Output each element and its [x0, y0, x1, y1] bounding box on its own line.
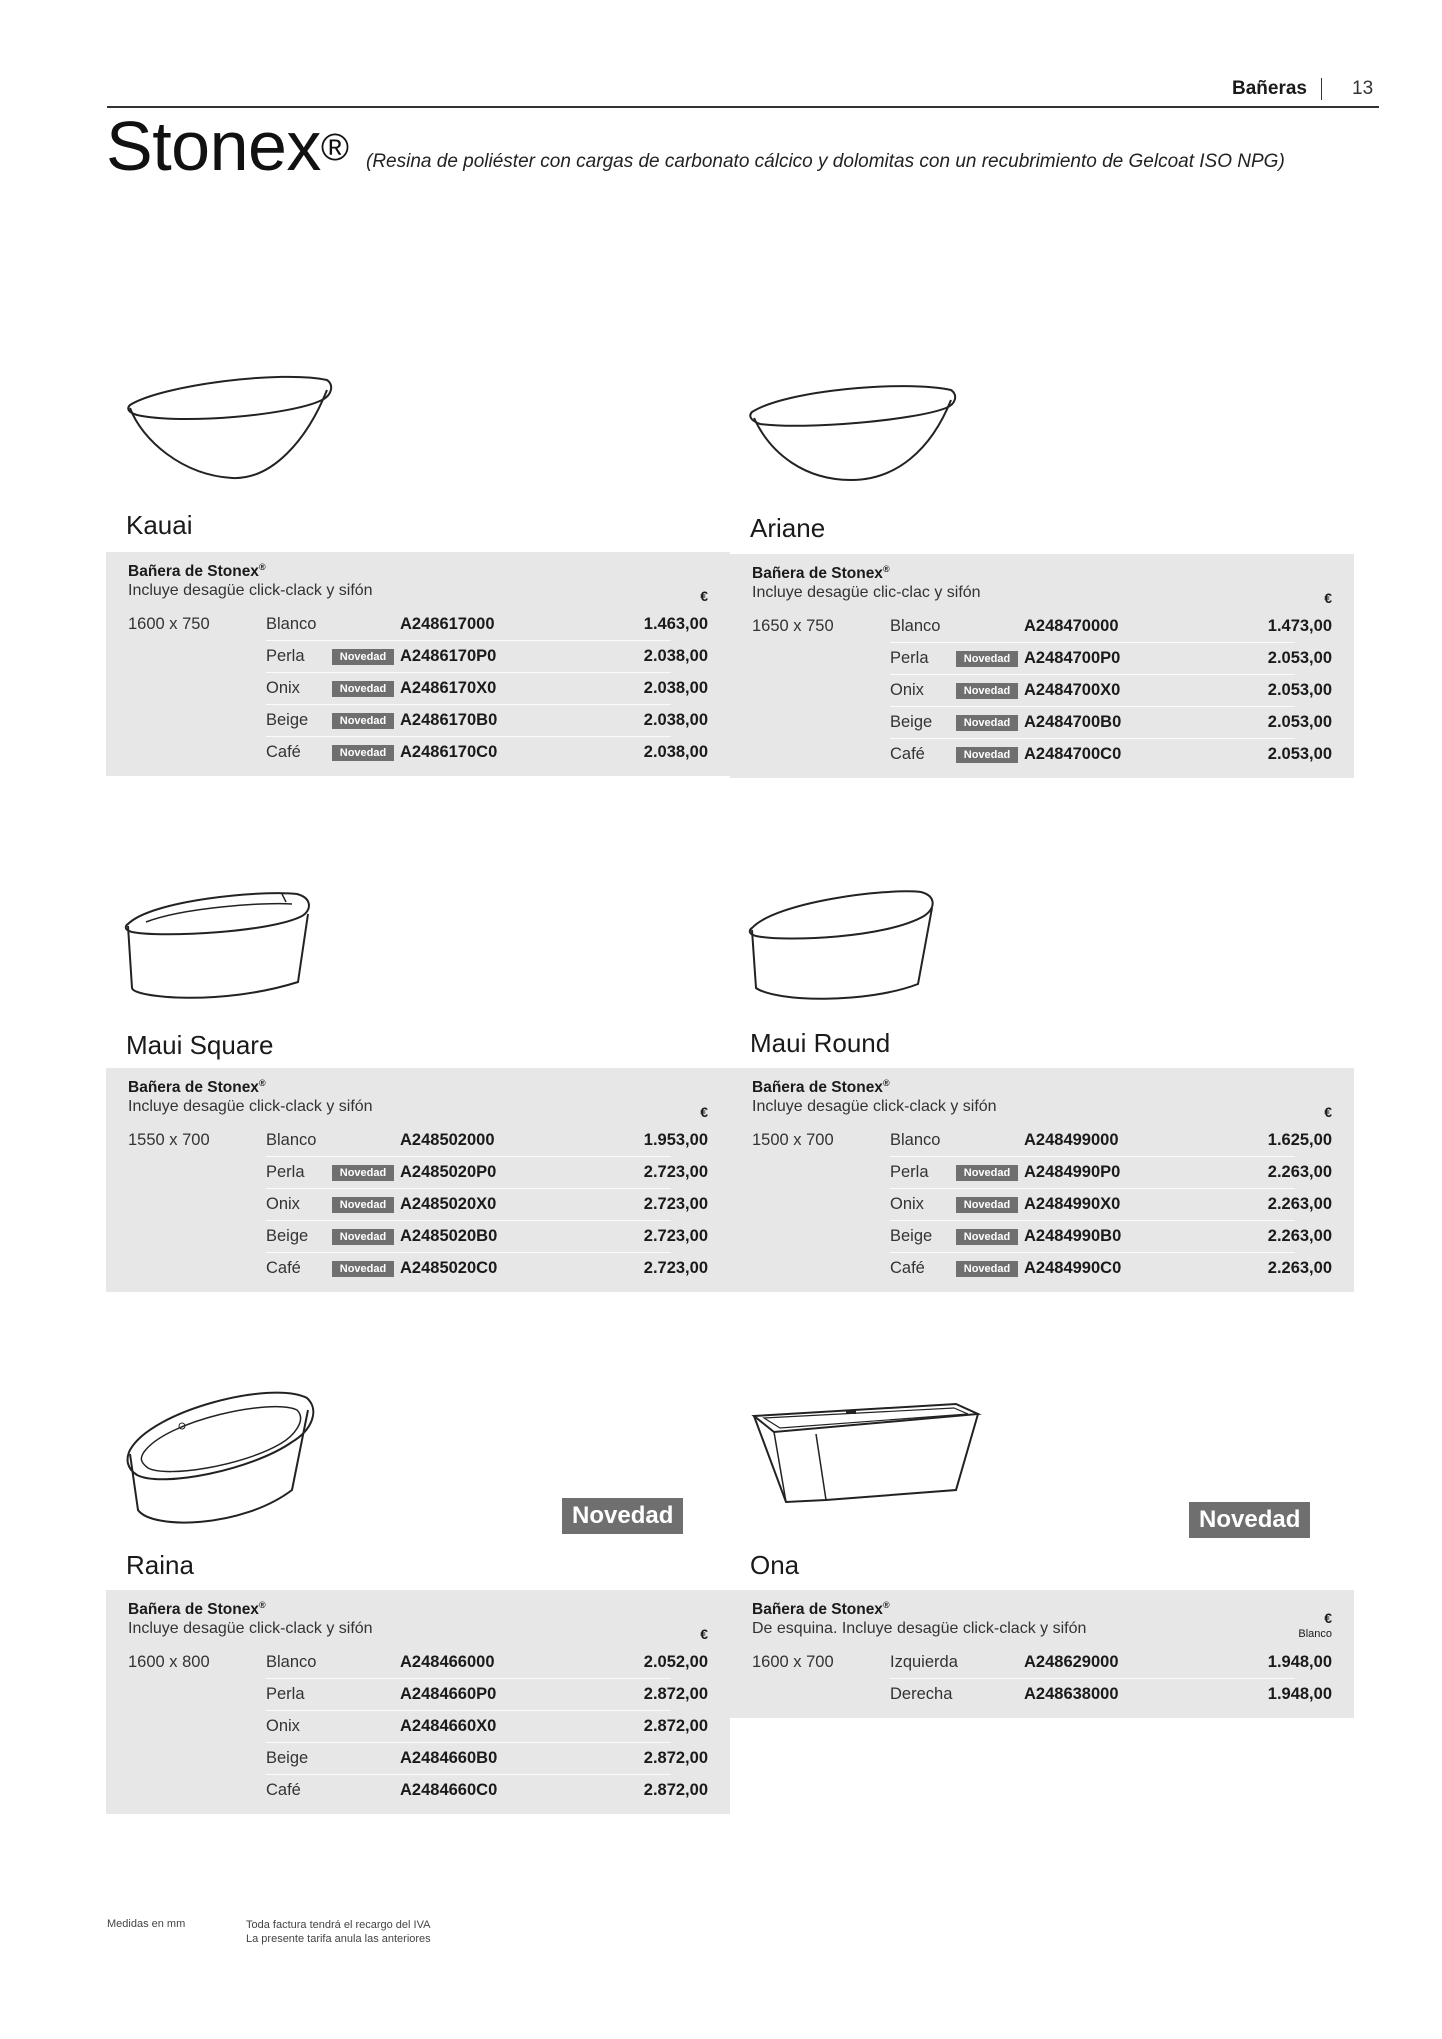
code-cell: A2484700P0	[1024, 649, 1121, 667]
code-cell: A248629000	[1024, 1652, 1119, 1671]
finish-cell	[890, 1220, 1295, 1253]
table-row	[106, 1124, 730, 1156]
color-cell: Blanco	[890, 616, 941, 635]
novedad-tag: Novedad	[332, 713, 394, 729]
price-table	[730, 554, 1354, 778]
finish-cell	[890, 1252, 1295, 1285]
price-cell: 2.723,00	[643, 1162, 708, 1181]
price-cell: 1.463,00	[643, 614, 708, 633]
size-cell: 1600 x 750	[128, 614, 210, 633]
color-cell: Café	[890, 1259, 925, 1277]
code-cell: A2486170X0	[400, 679, 497, 697]
price-cell: 2.038,00	[643, 646, 708, 665]
finish-cell	[890, 1646, 1295, 1678]
currency-label	[1324, 1104, 1332, 1120]
bathtub-illustration	[746, 1370, 986, 1515]
price-cell: 2.723,00	[643, 1258, 708, 1277]
finish-cell	[890, 1678, 1295, 1711]
currency-symbol: €	[1324, 1104, 1332, 1120]
code-cell: A2484990X0	[1024, 1195, 1121, 1213]
color-cell: Blanco	[266, 614, 317, 633]
novedad-badge: Novedad	[1189, 1502, 1310, 1538]
currency-symbol: €	[1324, 590, 1332, 606]
novedad-tag: Novedad	[332, 1165, 394, 1181]
color-cell: Perla	[266, 1163, 305, 1181]
novedad-tag: Novedad	[332, 1229, 394, 1245]
table-header	[730, 1068, 1354, 1124]
table-title-text: Bañera de Stonex	[128, 1079, 259, 1097]
table-title	[752, 560, 1332, 583]
novedad-tag: Novedad	[956, 1197, 1018, 1213]
table-description: De esquina. Incluye desagüe click-clack y sifón	[752, 1620, 1087, 1638]
color-cell: Izquierda	[890, 1652, 958, 1671]
color-cell: Onix	[266, 1195, 300, 1213]
badge-placeholder	[332, 1789, 394, 1793]
price-cell: 1.625,00	[1267, 1130, 1332, 1149]
color-cell: Café	[266, 743, 301, 761]
price-table	[106, 1068, 730, 1292]
table-title	[752, 1074, 1332, 1097]
bathtub-illustration	[122, 1370, 322, 1545]
table-title-text: Bañera de Stonex	[128, 1601, 259, 1619]
price-cell: 2.723,00	[643, 1226, 708, 1245]
finish-cell	[266, 640, 671, 673]
table-title-reg: ®	[258, 1600, 266, 1610]
code-cell: A2484660C0	[400, 1781, 498, 1799]
price-cell: 2.263,00	[1267, 1258, 1332, 1277]
novedad-tag: Novedad	[332, 745, 394, 761]
price-table	[730, 1590, 1354, 1718]
product-name: Maui Round	[750, 1028, 891, 1058]
currency-label	[700, 1626, 708, 1642]
table-row	[730, 1220, 1354, 1252]
badge-placeholder	[332, 1757, 394, 1761]
product-name: Ariane	[750, 513, 826, 543]
price-cell: 2.053,00	[1267, 712, 1332, 731]
color-cell: Café	[266, 1259, 301, 1277]
table-title	[128, 1074, 708, 1097]
price-table	[730, 1068, 1354, 1292]
finish-cell	[890, 706, 1295, 739]
size-cell: 1600 x 800	[128, 1652, 210, 1671]
code-cell: A2484990C0	[1024, 1259, 1122, 1277]
product-name: Ona	[750, 1550, 800, 1580]
finish-cell	[890, 642, 1295, 675]
table-header	[730, 554, 1354, 610]
color-cell: Café	[890, 745, 925, 763]
color-cell: Perla	[890, 649, 929, 667]
badge-placeholder	[332, 1138, 394, 1142]
badge-placeholder	[332, 622, 394, 626]
currency-symbol: €	[1324, 1610, 1332, 1626]
table-row	[106, 1742, 730, 1774]
color-cell: Beige	[266, 711, 309, 729]
footer-notes	[246, 1918, 431, 1946]
price-cell: 1.473,00	[1267, 616, 1332, 635]
table-row	[730, 674, 1354, 706]
code-cell: A2485020C0	[400, 1259, 498, 1277]
code-cell: A248617000	[400, 614, 495, 633]
price-table	[106, 1590, 730, 1814]
table-title	[752, 1596, 1332, 1619]
table-title	[128, 1596, 708, 1619]
table-row	[730, 706, 1354, 738]
product-name: Kauai	[126, 510, 193, 540]
code-cell: A2484660P0	[400, 1685, 497, 1703]
code-cell: A2485020P0	[400, 1163, 497, 1181]
table-description: Incluye desagüe clic-clac y sifón	[752, 584, 981, 602]
price-table	[106, 552, 730, 776]
novedad-tag: Novedad	[956, 1165, 1018, 1181]
color-cell: Onix	[890, 681, 924, 699]
badge-placeholder	[332, 1693, 394, 1697]
table-row	[730, 1124, 1354, 1156]
color-cell: Perla	[890, 1163, 929, 1181]
finish-cell	[266, 608, 671, 640]
code-cell: A2485020B0	[400, 1227, 498, 1245]
badge-placeholder	[956, 1138, 1018, 1142]
currency-label	[1298, 1610, 1332, 1642]
table-row	[730, 1156, 1354, 1188]
table-row	[730, 1646, 1354, 1678]
price-cell: 2.263,00	[1267, 1162, 1332, 1181]
page-number: 13	[1352, 78, 1374, 99]
price-cell: 1.948,00	[1267, 1684, 1332, 1703]
price-cell: 2.038,00	[643, 678, 708, 697]
size-cell: 1600 x 700	[752, 1652, 834, 1671]
finish-cell	[266, 1188, 671, 1221]
novedad-badge: Novedad	[562, 1498, 683, 1534]
color-cell: Blanco	[266, 1130, 317, 1149]
table-rows	[106, 1124, 730, 1284]
code-cell: A248499000	[1024, 1130, 1119, 1149]
color-cell: Blanco	[890, 1130, 941, 1149]
code-cell: A2484660B0	[400, 1749, 498, 1767]
header-section: Bañeras	[1232, 78, 1322, 100]
price-cell: 2.872,00	[643, 1748, 708, 1767]
finish-cell	[890, 1188, 1295, 1221]
color-cell: Café	[266, 1781, 301, 1799]
brand-subtitle: (Resina de poliéster con cargas de carbonato cálcico y dolomitas con un recubrimiento de Gelcoat ISO NPG)	[366, 151, 1285, 172]
price-cell: 2.872,00	[643, 1716, 708, 1735]
table-row	[106, 1156, 730, 1188]
novedad-tag: Novedad	[956, 747, 1018, 763]
table-header	[106, 552, 730, 608]
finish-cell	[890, 610, 1295, 642]
table-title-text: Bañera de Stonex	[128, 563, 259, 581]
finish-cell	[266, 1124, 671, 1156]
color-cell: Onix	[890, 1195, 924, 1213]
code-cell: A248466000	[400, 1652, 495, 1671]
finish-cell	[890, 1124, 1295, 1156]
size-cell: 1550 x 700	[128, 1130, 210, 1149]
table-header	[106, 1068, 730, 1124]
footer-note-2: La presente tarifa anula las anteriores	[246, 1933, 431, 1945]
color-cell: Onix	[266, 679, 300, 697]
finish-cell	[266, 704, 671, 737]
table-description: Incluye desagüe click-clack y sifón	[128, 1098, 373, 1116]
price-cell: 2.263,00	[1267, 1194, 1332, 1213]
table-row	[106, 672, 730, 704]
table-row	[730, 1188, 1354, 1220]
price-cell: 2.038,00	[643, 742, 708, 761]
table-header	[730, 1590, 1354, 1646]
price-cell: 1.948,00	[1267, 1652, 1332, 1671]
code-cell: A2484990P0	[1024, 1163, 1121, 1181]
bathtub-illustration	[746, 880, 946, 1015]
code-cell: A2484700X0	[1024, 681, 1121, 699]
code-cell: A2484990B0	[1024, 1227, 1122, 1245]
product-name: Maui Square	[126, 1030, 274, 1060]
badge-placeholder	[332, 1660, 394, 1664]
code-cell: A2486170P0	[400, 647, 497, 665]
table-row	[106, 1646, 730, 1678]
code-cell: A2485020X0	[400, 1195, 497, 1213]
table-title-text: Bañera de Stonex	[752, 565, 883, 583]
badge-placeholder	[332, 1725, 394, 1729]
color-cell: Blanco	[266, 1652, 317, 1671]
novedad-tag: Novedad	[956, 683, 1018, 699]
brand-reg: ®	[320, 127, 349, 169]
finish-cell	[890, 1156, 1295, 1189]
size-cell: 1650 x 750	[752, 616, 834, 635]
table-description: Incluye desagüe click-clack y sifón	[128, 582, 373, 600]
table-title-reg: ®	[882, 1600, 890, 1610]
table-row	[730, 610, 1354, 642]
finish-cell	[266, 1252, 671, 1285]
finish-cell	[266, 1742, 671, 1775]
table-row	[106, 1188, 730, 1220]
finish-cell	[266, 1156, 671, 1189]
novedad-tag: Novedad	[332, 1197, 394, 1213]
table-row	[730, 642, 1354, 674]
brand-name: Stonex	[106, 107, 321, 185]
price-cell: 2.038,00	[643, 710, 708, 729]
code-cell: A2484660X0	[400, 1717, 497, 1735]
novedad-tag: Novedad	[956, 1261, 1018, 1277]
price-cell: 2.723,00	[643, 1194, 708, 1213]
price-cell: 2.872,00	[643, 1780, 708, 1799]
table-title-reg: ®	[258, 562, 266, 572]
badge-placeholder	[956, 1693, 1018, 1697]
table-title-text: Bañera de Stonex	[752, 1079, 883, 1097]
color-cell: Perla	[266, 647, 305, 665]
badge-placeholder	[956, 624, 1018, 628]
color-cell: Beige	[266, 1227, 309, 1245]
currency-label	[1324, 590, 1332, 606]
table-row	[106, 640, 730, 672]
table-header	[106, 1590, 730, 1646]
price-cell: 1.953,00	[643, 1130, 708, 1149]
color-cell: Onix	[266, 1717, 300, 1735]
code-cell: A248470000	[1024, 616, 1119, 635]
table-rows	[106, 1646, 730, 1806]
code-cell: A2484700C0	[1024, 745, 1122, 763]
currency-symbol: €	[700, 1626, 708, 1642]
currency-label	[700, 1104, 708, 1120]
table-row	[106, 608, 730, 640]
finish-cell	[890, 738, 1295, 771]
currency-label	[700, 588, 708, 604]
table-title-reg: ®	[882, 564, 890, 574]
novedad-tag: Novedad	[956, 715, 1018, 731]
table-row	[106, 1774, 730, 1806]
currency-symbol: €	[700, 1104, 708, 1120]
table-row	[730, 738, 1354, 770]
code-cell: A2484700B0	[1024, 713, 1122, 731]
finish-cell	[266, 1774, 671, 1807]
table-row	[106, 1252, 730, 1284]
price-cell: 2.263,00	[1267, 1226, 1332, 1245]
bathtub-illustration	[122, 360, 342, 495]
novedad-tag: Novedad	[956, 1229, 1018, 1245]
table-row	[106, 736, 730, 768]
table-rows	[106, 608, 730, 768]
table-title	[128, 558, 708, 581]
novedad-tag: Novedad	[332, 681, 394, 697]
bathtub-illustration	[122, 880, 322, 1015]
footer-measures: Medidas en mm	[107, 1918, 186, 1930]
size-cell: 1500 x 700	[752, 1130, 834, 1149]
currency-symbol: €	[700, 588, 708, 604]
code-cell: A2486170C0	[400, 743, 498, 761]
table-rows	[730, 1646, 1354, 1710]
footer-note-1: Toda factura tendrá el recargo del IVA	[246, 1919, 431, 1931]
table-title-reg: ®	[882, 1078, 890, 1088]
novedad-tag: Novedad	[332, 1261, 394, 1277]
price-cell: 2.053,00	[1267, 680, 1332, 699]
finish-cell	[266, 1646, 671, 1678]
novedad-tag: Novedad	[956, 651, 1018, 667]
finish-cell	[266, 1220, 671, 1253]
table-row	[730, 1678, 1354, 1710]
finish-cell	[266, 736, 671, 769]
table-title-reg: ®	[258, 1078, 266, 1088]
table-title-text: Bañera de Stonex	[752, 1601, 883, 1619]
novedad-tag: Novedad	[332, 649, 394, 665]
table-row	[106, 1678, 730, 1710]
bathtub-illustration	[746, 360, 966, 495]
finish-cell	[890, 674, 1295, 707]
table-description: Incluye desagüe click-clack y sifón	[128, 1620, 373, 1638]
finish-cell	[266, 1710, 671, 1743]
table-row	[106, 704, 730, 736]
color-cell: Beige	[890, 1227, 933, 1245]
price-cell: 2.052,00	[643, 1652, 708, 1671]
currency-sub: Blanco	[1298, 1628, 1332, 1640]
color-cell: Beige	[266, 1749, 309, 1767]
table-row	[106, 1710, 730, 1742]
code-cell: A2486170B0	[400, 711, 498, 729]
brand-title	[106, 106, 348, 186]
code-cell: A248638000	[1024, 1685, 1119, 1703]
table-description: Incluye desagüe click-clack y sifón	[752, 1098, 997, 1116]
price-cell: 2.053,00	[1267, 744, 1332, 763]
table-row	[106, 1220, 730, 1252]
finish-cell	[266, 672, 671, 705]
product-name: Raina	[126, 1550, 194, 1580]
price-cell: 2.872,00	[643, 1684, 708, 1703]
color-cell: Perla	[266, 1685, 305, 1703]
color-cell: Derecha	[890, 1685, 953, 1703]
finish-cell	[266, 1678, 671, 1711]
table-row	[730, 1252, 1354, 1284]
code-cell: A248502000	[400, 1130, 495, 1149]
table-rows	[730, 1124, 1354, 1284]
table-rows	[730, 610, 1354, 770]
color-cell: Beige	[890, 713, 933, 731]
badge-placeholder	[956, 1660, 1018, 1664]
price-cell: 2.053,00	[1267, 648, 1332, 667]
